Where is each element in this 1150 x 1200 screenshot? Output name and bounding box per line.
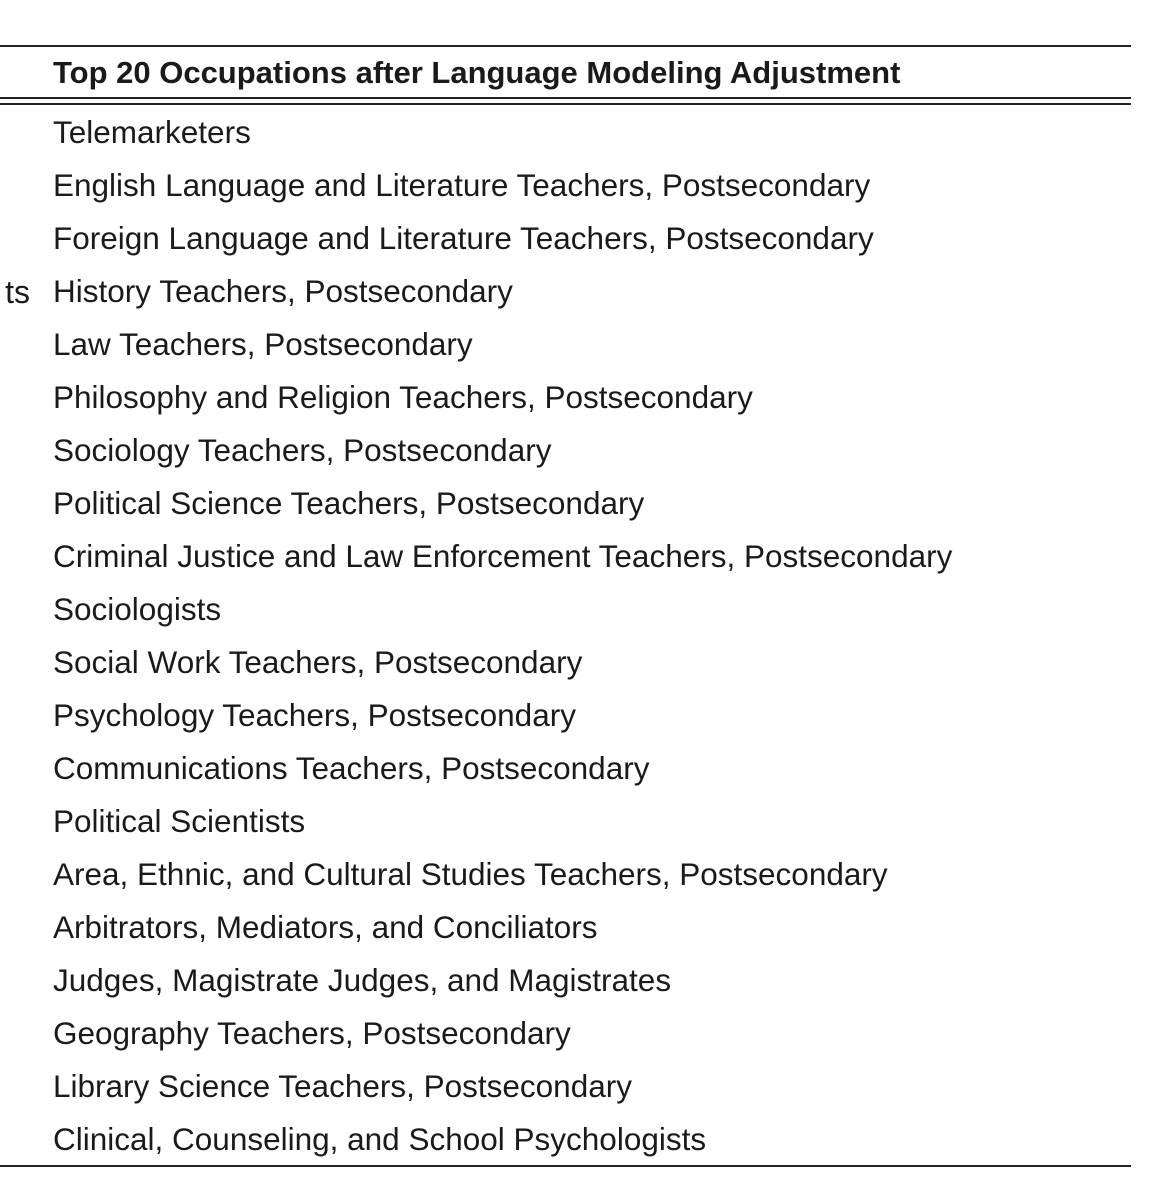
table-row: Telemarketers bbox=[53, 114, 251, 150]
table-row: Communications Teachers, Postsecondary bbox=[53, 750, 650, 786]
table-row: Geography Teachers, Postsecondary bbox=[53, 1015, 571, 1051]
table-row: Area, Ethnic, and Cultural Studies Teachers, Postsecondary bbox=[53, 856, 888, 892]
header-double-rule-lower bbox=[0, 103, 1131, 105]
table-row: Clinical, Counseling, and School Psychologists bbox=[53, 1121, 707, 1157]
table-row: Political Scientists bbox=[53, 803, 306, 839]
table-row: Philosophy and Religion Teachers, Postsecondary bbox=[53, 379, 753, 415]
table-row: History Teachers, Postsecondary bbox=[53, 273, 513, 309]
table-top-rule bbox=[0, 45, 1131, 47]
table-row: Criminal Justice and Law Enforcement Teachers, Postsecondary bbox=[53, 538, 953, 574]
occupation-list bbox=[53, 108, 952, 1168]
table-bottom-rule bbox=[0, 1165, 1131, 1167]
cropped-left-column-text bbox=[0, 270, 30, 314]
table-header: Top 20 Occupations after Language Modeling Adjustment bbox=[53, 55, 901, 90]
table-row: Sociology Teachers, Postsecondary bbox=[53, 432, 552, 468]
table-row: Social Work Teachers, Postsecondary bbox=[53, 644, 583, 680]
header-double-rule-upper bbox=[0, 97, 1131, 99]
table-row: Sociologists bbox=[53, 591, 222, 627]
cropped-left-column-fragment: ts bbox=[5, 274, 30, 310]
table-row: Foreign Language and Literature Teachers, Postsecondary bbox=[53, 220, 874, 256]
table-row: Library Science Teachers, Postsecondary bbox=[53, 1068, 632, 1104]
table-row: Judges, Magistrate Judges, and Magistrates bbox=[53, 962, 672, 998]
table-row: Psychology Teachers, Postsecondary bbox=[53, 697, 576, 733]
table-row: Arbitrators, Mediators, and Conciliators bbox=[53, 909, 598, 945]
table-row: English Language and Literature Teachers, Postsecondary bbox=[53, 167, 871, 203]
table-row: Political Science Teachers, Postsecondary bbox=[53, 485, 645, 521]
table-row: Law Teachers, Postsecondary bbox=[53, 326, 473, 362]
